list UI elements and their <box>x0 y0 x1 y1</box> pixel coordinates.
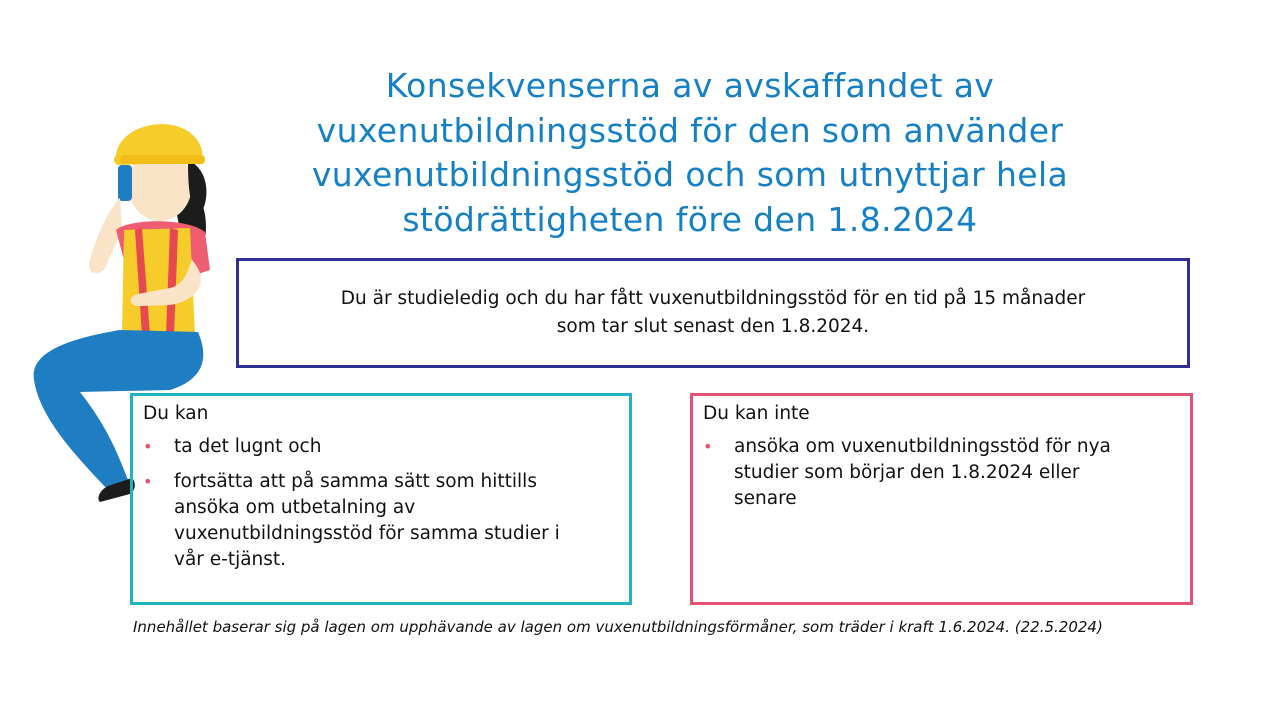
title-line: stödrättigheten före den 1.8.2024 <box>402 199 978 239</box>
list-item-line: vuxenutbildningsstöd för samma studier i <box>174 523 560 544</box>
title-line: Konsekvenserna av avskaffandet av <box>385 66 995 105</box>
cannot-panel <box>690 393 1193 605</box>
bullet-icon: • <box>703 437 713 456</box>
bullet-icon: • <box>143 437 153 456</box>
page-title <box>250 64 1130 242</box>
cannot-list <box>703 434 1180 512</box>
list-item-line: ta det lugnt och <box>174 436 322 457</box>
bullet-icon: • <box>143 472 153 491</box>
can-panel <box>130 393 632 605</box>
info-box <box>236 258 1190 368</box>
list-item-line: studier som börjar den 1.8.2024 eller <box>734 462 1080 483</box>
footnote: Innehållet baserar sig på lagen om upphävande av lagen om vuxenutbildningsförmåner, som träder i kraft 1.6.2024. (22.5.2024) <box>133 618 1103 636</box>
list-item-line: vår e-tjänst. <box>174 549 287 570</box>
list-item-line: fortsätta att på samma sätt som hittills <box>174 471 537 492</box>
cannot-heading: Du kan inte <box>703 403 810 424</box>
title-line: vuxenutbildningsstöd och som utnyttjar hela <box>311 155 1069 194</box>
list-item <box>703 434 1180 512</box>
info-line: Du är studieledig och du har fått vuxenutbildningsstöd för en tid på 15 månader <box>340 288 1086 309</box>
info-text <box>341 285 1085 341</box>
list-item-line: ansöka om utbetalning av <box>174 497 416 518</box>
list-item <box>143 434 619 460</box>
can-heading: Du kan <box>143 403 209 424</box>
list-item <box>143 469 619 573</box>
list-item-line: ansöka om vuxenutbildningsstöd för nya <box>734 436 1111 457</box>
list-item-line: senare <box>734 488 797 509</box>
title-line: vuxenutbildningsstöd för den som använder <box>316 110 1064 150</box>
can-list <box>143 434 619 573</box>
info-line: som tar slut senast den 1.8.2024. <box>556 316 870 337</box>
phone <box>118 165 132 201</box>
